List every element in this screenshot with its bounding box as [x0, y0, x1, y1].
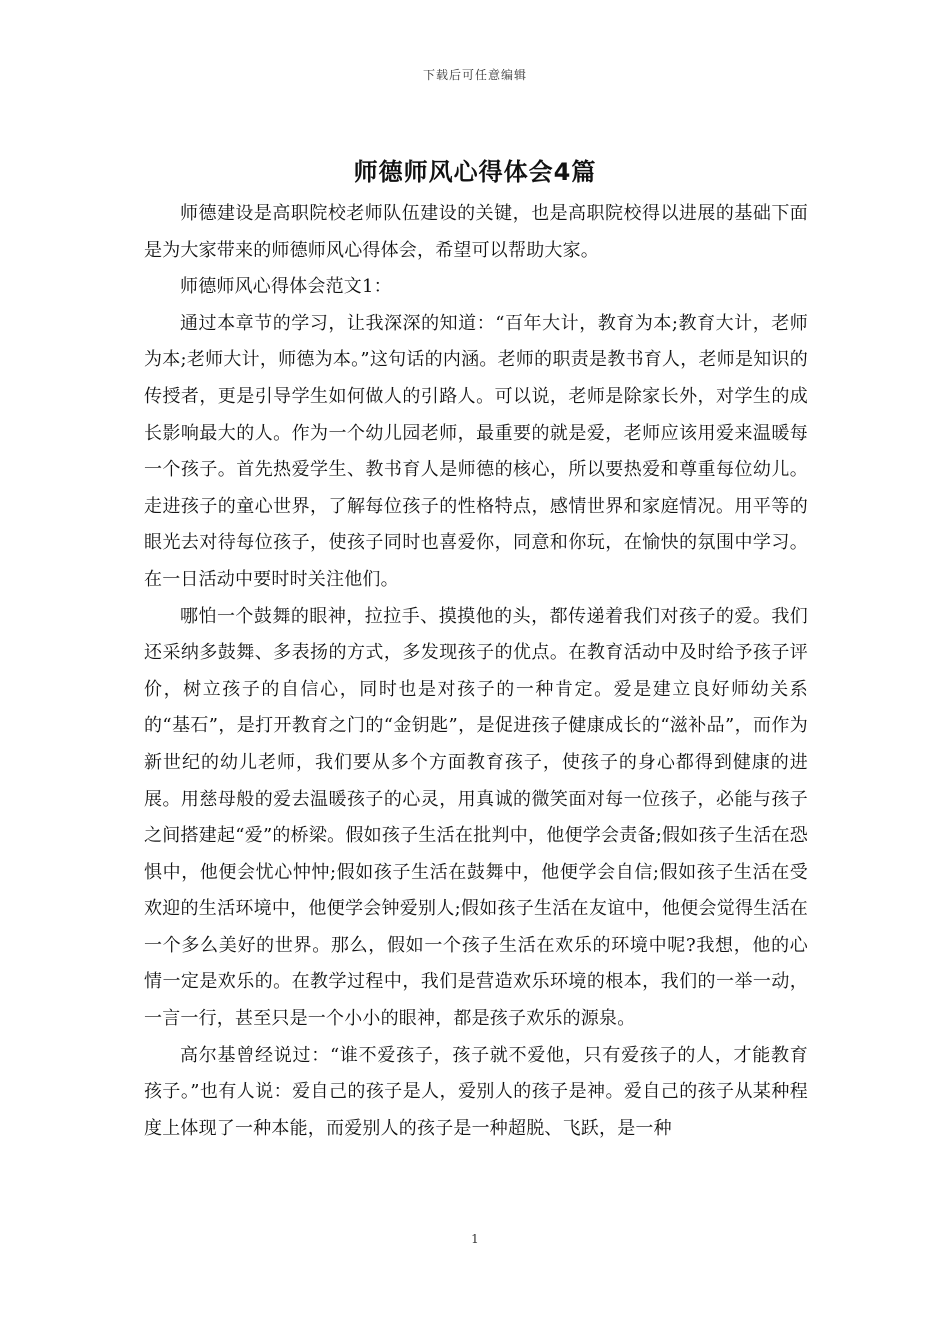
- document-body: [144, 196, 808, 1147]
- page-number: 1: [471, 1232, 479, 1246]
- paragraph-section-heading: 师德师风心得体会范文1：: [180, 276, 392, 298]
- paragraph-body-3: 高尔基曾经说过：“谁不爱孩子，孩子就不爱他，只有爱孩子的人，才能教育孩子。”也有人说：爱自己的孩子是人，爱别人的孩子是神。爱自己的孩子从某种程度上体现了一种本能，而爱别人的孩子是一种超脱、飞跃，是一种: [144, 1044, 808, 1139]
- paragraph-body-2: 哪怕一个鼓舞的眼神，拉拉手、摸摸他的头，都传递着我们对孩子的爱。我们还采纳多鼓舞、多表扬的方式，多发现孩子的优点。在教育活动中及时给予孩子评价，树立孩子的自信心，同时也是对孩子的一种肯定。爱是建立良好师幼关系的“基石”，是打开教育之门的“金钥匙”，是促进孩子健康成长的“滋补品”，而作为新世纪的幼儿老师，我们要从多个方面教育孩子，使孩子的身心都得到健康的进展。用慈母般的爱去温暖孩子的心灵，用真诚的微笑面对每一位孩子，必能与孩子之间搭建起“爱”的桥梁。假如孩子生活在批判中，他便学会责备;假如孩子生活在恐惧中，他便会忧心忡忡;假如孩子生活在鼓舞中，他便学会自信;假如孩子生活在受欢迎的生活环境中，他便学会钟爱别人;假如孩子生活在友谊中，他便会觉得生活在一个多么美好的世界。那么，假如一个孩子生活在欢乐的环境中呢?我想，他的心情一定是欢乐的。在教学过程中，我们是营造欢乐环境的根本，我们的一举一动，一言一行，甚至只是一个小小的眼神，都是孩子欢乐的源泉。: [144, 605, 808, 1030]
- paragraph-intro: 师德建设是高职院校老师队伍建设的关键，也是高职院校得以进展的基础下面是为大家带来的师德师风心得体会，希望可以帮助大家。: [144, 203, 808, 261]
- header-note: 下载后可任意编辑: [422, 68, 527, 82]
- paragraph-body-1: 通过本章节的学习，让我深深的知道：“百年大计，教育为本;教育大计，老师为本;老师大计，师德为本。”这句话的内涵。老师的职责是教书育人，老师是知识的传授者，更是引导学生如何做人的引路人。可以说，老师是除家长外，对学生的成长影响最大的人。作为一个幼儿园老师，最重要的就是爱，老师应该用爱来温暖每一个孩子。首先热爱学生、教书育人是师德的核心，所以要热爱和尊重每位幼儿。走进孩子的童心世界，了解每位孩子的性格特点，感情世界和家庭情况。用平等的眼光去对待每位孩子，使孩子同时也喜爱你，同意和你玩，在愉快的氛围中学习。在一日活动中要时时关注他们。: [144, 312, 808, 590]
- document-title: 师德师风心得体会4篇: [353, 158, 597, 186]
